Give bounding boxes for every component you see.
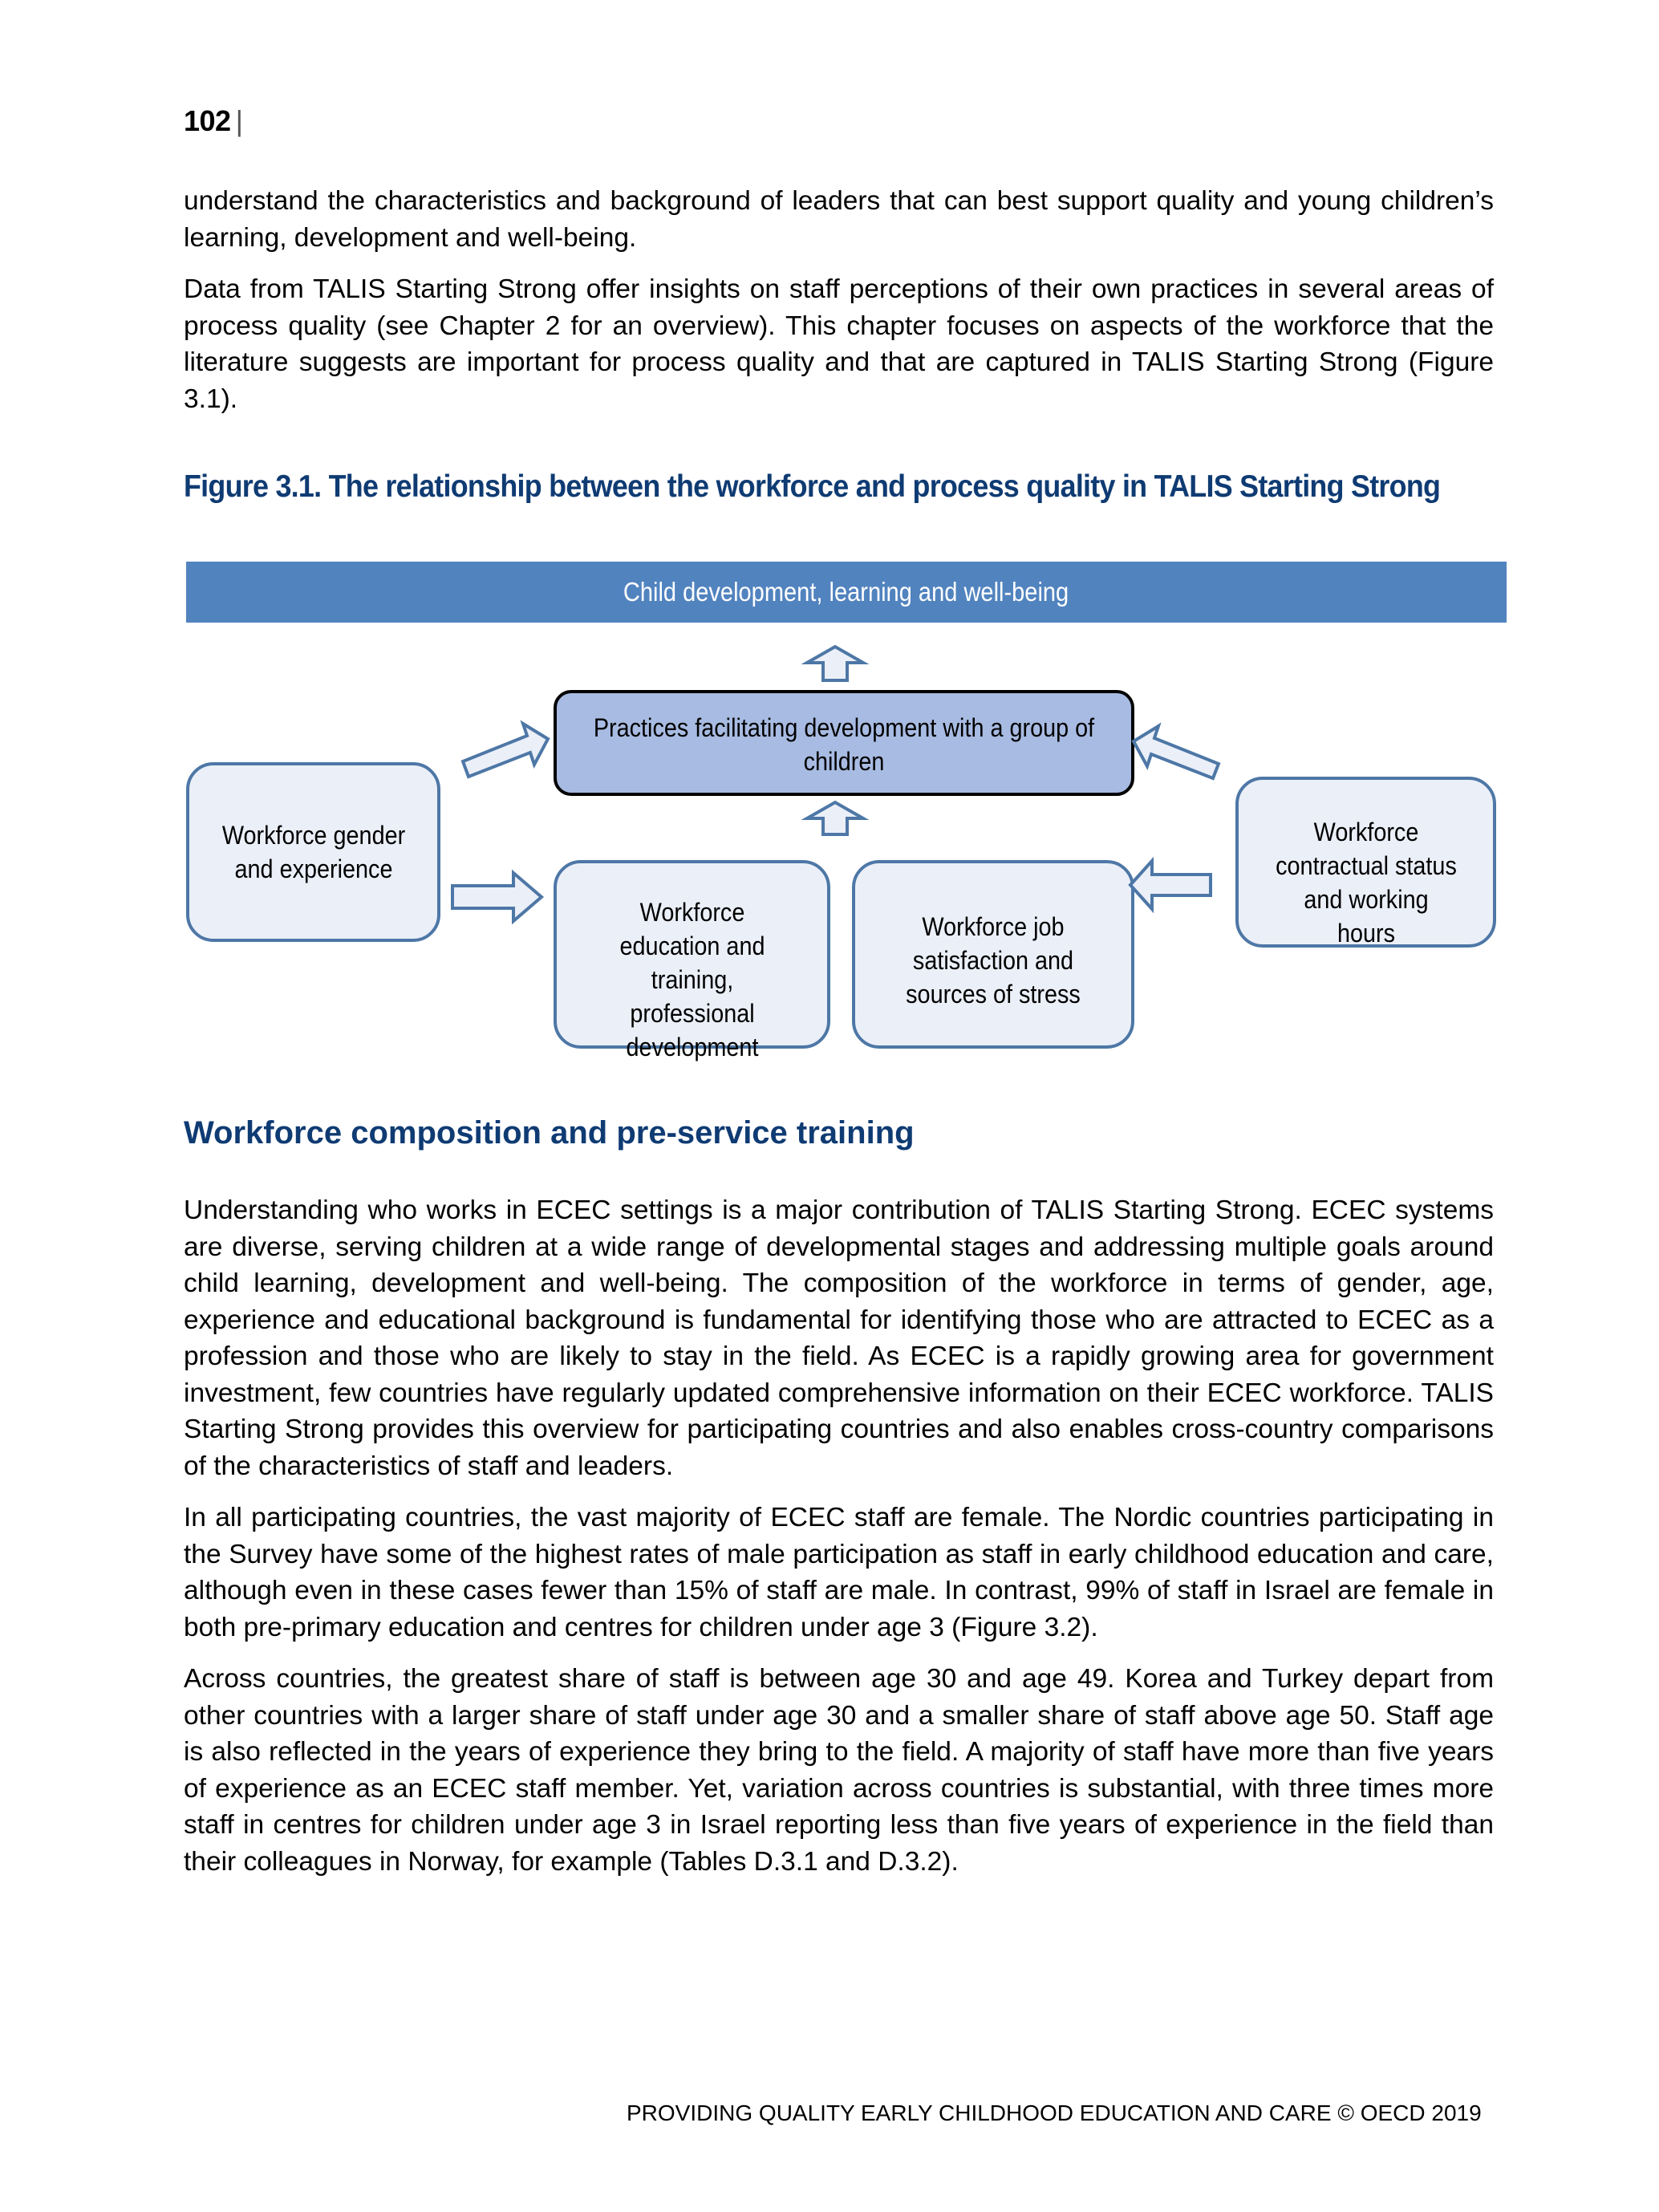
intro-paragraph-1: understand the characteristics and background of leaders that can best support quality and young children’s learning, development and well-being. [184, 186, 1494, 253]
arrow-left-icon [1130, 861, 1211, 909]
gender-experience-label: Workforce gender and experience [221, 821, 405, 883]
arrow-diagonal-left-icon [463, 724, 548, 777]
arrow-diagonal-right-icon [1134, 726, 1219, 778]
page-number-separator: | [235, 104, 243, 137]
arrow-up-middle-icon [807, 802, 863, 834]
section-body [184, 1192, 1494, 1895]
contractual-status-label: Workforce contractual status and working hours [1275, 818, 1457, 948]
page-footer: PROVIDING QUALITY EARLY CHILDHOOD EDUCATION AND CARE © OECD 2019 [627, 2100, 1482, 2125]
child-development-label: Child development, learning and well-being [623, 577, 1069, 607]
practices-label: Practices facilitating development with a group of children [593, 713, 1095, 776]
figure-title: Figure 3.1. The relationship between the workforce and process quality in TALIS Starting Strong [184, 469, 1441, 504]
education-training-label: Workforce education and training, professional development [619, 898, 765, 1061]
section-paragraph-3: Across countries, the greatest share of staff is between age 30 and age 49. Korea and Turkey depart from other countries with a larger share of staff under age 30 and a smaller share of staff above age 50. Staff age is also reflected in the years of experience they bring to the field. A majority of staff have more than five years of experience as an ECEC staff member. Yet, variation across countries is substantial, with three times more staff in centres for children under age 3 in Israel reporting less than five years of experience in the field than their colleagues in Norway, for example (Tables D.3.1 and D.3.2). [184, 1664, 1494, 1877]
intro-paragraph-2: Data from TALIS Starting Strong offer insights on staff perceptions of their own practices in several areas of process quality (see Chapter 2 for an overview). This chapter focuses on aspects of the workforce that the literature suggests are important for process quality and that are captured in TALIS Starting Strong (Figure 3.1). [184, 274, 1494, 414]
arrow-up-top-icon [807, 647, 863, 680]
arrow-right-icon [452, 873, 542, 921]
job-satisfaction-label: Workforce job satisfaction and sources of stress [906, 912, 1081, 1009]
page-number-value: 102 [184, 104, 231, 137]
section-paragraph-2: In all participating countries, the vast majority of ECEC staff are female. The Nordic countries participating in the Survey have some of the highest rates of male participation as staff in early childhood education and care, although even in these cases fewer than 15% of staff are male. In contrast, 99% of staff in Israel are female in both pre-primary education and centres for children under age 3 (Figure 3.2). [184, 1503, 1494, 1642]
section-paragraph-1: Understanding who works in ECEC settings is a major contribution of TALIS Starting Strong. ECEC systems are diverse, serving children at a wide range of developmental stages and addressing multiple goals around child learning, development and well-being. The composition of the workforce in terms of gender, age, experience and educational background is fundamental for identifying those who are attracted to ECEC as a profession and those who are likely to stay in the field. As ECEC is a rapidly growing area for government investment, few countries have regularly updated comprehensive information on their ECEC workforce. TALIS Starting Strong provides this overview for participating countries and also enables cross-country comparisons of the characteristics of staff and leaders. [184, 1195, 1494, 1481]
section-heading: Workforce composition and pre-service training [184, 1115, 915, 1151]
